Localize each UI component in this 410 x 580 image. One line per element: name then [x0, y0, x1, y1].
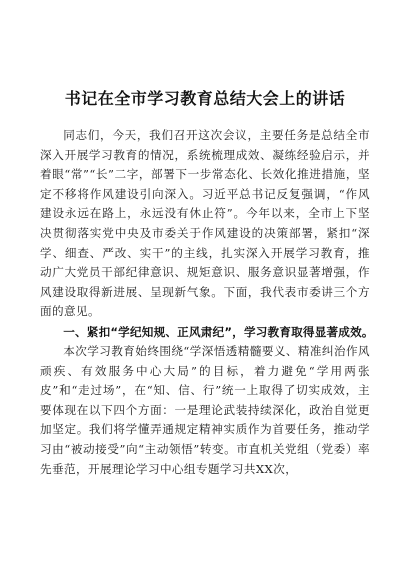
- section-paragraph: 本次学习教育始终围绕“学深悟透精髓要义、精准纠治作风顽疾、有效服务中心大局”的目标，着力避免“学用两张皮”和“走过场”，在“知、信、行”统一上取得了切实成效，主要体现在以下四个方面：一是理论武装持续深化，政治自觉更加坚定。我们将学懂弄通规定精神实质作为首要任务，推动学习由“被动接受”向“主动领悟”转变。市直机关党组（党委）率先垂范，开展理论学习中心组专题学习共XX次，: [40, 343, 370, 476]
- section-heading: 一、紧扣“学纪知规、正风肃纪”，学习教育取得显著成效。: [63, 324, 374, 339]
- opening-paragraph: 同志们，今天，我们召开这次会议，主要任务是总结全市深入开展学习教育的情况，系统梳理成效、凝练经验启示，并着眼“常”“长”二字，部署下一步常态化、长效化推进措施，坚定不移将作风建设引向深入。习近平总书记反复强调，“作风建设永远在路上，永远没有休止符”。今年以来，全市上下坚决贯彻落实党中央及市委关于作风建设的决策部署，紧扣“深学、细查、严改、实干”的主线，扎实深入开展学习教育，推动广大党员干部纪律意识、规矩意识、服务意识显著增强，作风建设取得新进展、呈现新气象。下面，我代表市委讲三个方面的意见。: [40, 128, 370, 319]
- document-body: [40, 126, 374, 479]
- document-title: 书记在全市学习教育总结大会上的讲话: [64, 89, 346, 108]
